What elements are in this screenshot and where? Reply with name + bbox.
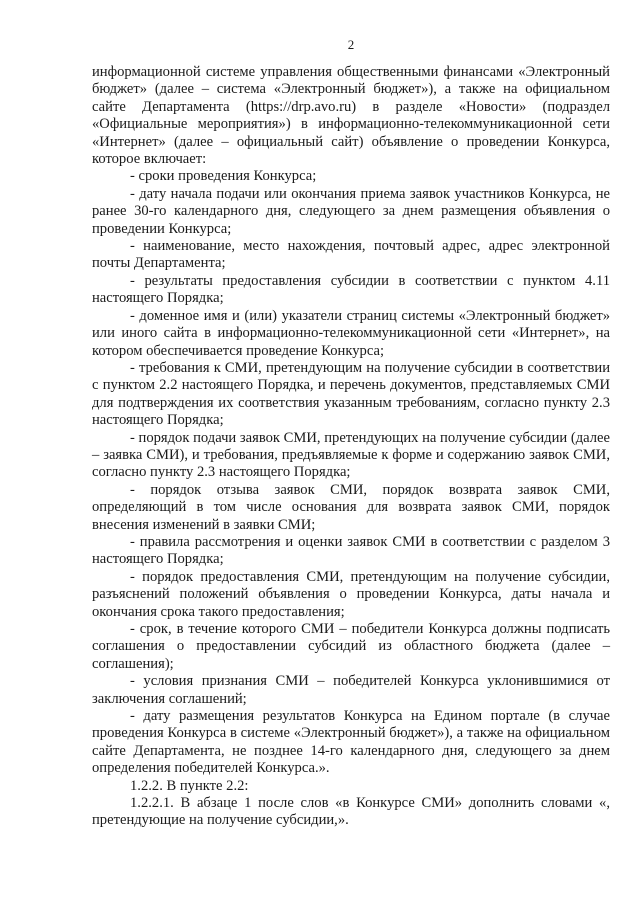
paragraph: - дату размещения результатов Конкурса на Едином портале (в случае проведения Конкурса в системе «Электронный бюджет»), а также на официальном сайте Департамента, не позднее 14-го календарного дня, следующего за днем определения победителей Конкурса.». [92,708,610,777]
paragraph: - порядок подачи заявок СМИ, претендующих на получение субсидии (далее – заявка СМИ), и требования, предъявляемые к форме и содержанию заявок СМИ, согласно пункту 2.3 настоящего Порядка; [92,429,610,481]
paragraph: - срок, в течение которого СМИ – победители Конкурса должны подписать соглашения о предоставлении субсидий из областного бюджета (далее – соглашения); [92,621,610,672]
document-body [92,64,610,830]
paragraph: - условия признания СМИ – победителей Конкурса уклонившимися от заключения соглашений; [92,673,610,707]
paragraph: - результаты предоставления субсидии в соответствии с пунктом 4.11 настоящего Порядка; [92,272,610,307]
paragraph: 1.2.2. В пункте 2.2: [130,777,249,794]
paragraph: - доменное имя и (или) указатели страниц системы «Электронный бюджет» или иного сайта в информационно-телекоммуникационной сети «Интернет», на котором обеспечивается проведение Конкурса; [92,307,610,359]
paragraph: - сроки проведения Конкурса; [130,168,317,185]
paragraph: - порядок отзыва заявок СМИ, порядок возврата заявок СМИ, определяющий в том числе основания для возврата заявок СМИ, порядок внесения изменений в заявки СМИ; [92,481,610,533]
paragraph: - требования к СМИ, претендующим на получение субсидии в соответствии с пунктом 2.2 настоящего Порядка, и перечень документов, представляемых СМИ для подтверждения их соответствия указанным требованиям, согласно пункту 2.3 настоящего Порядка; [92,359,610,429]
paragraph: - дату начала подачи или окончания приема заявок участников Конкурса, не ранее 30-го календарного дня, следующего за днем размещения объявления о проведении Конкурса; [92,185,610,237]
paragraph: - порядок предоставления СМИ, претендующим на получение субсидии, разъяснений положений объявления о проведении Конкурса, даты начала и окончания срока такого предоставления; [92,568,610,620]
document-page [92,36,610,830]
paragraph-continuation: информационной системе управления общественными финансами «Электронный бюджет» (далее – система «Электронный бюджет»), а также на официальном сайте Департамента (https://drp.avo.ru) в разделе «Новости» (подраздел «Официальные мероприятия») в информационно-телекоммуникационной сети «Интернет» (далее – официальный сайт) объявление о проведении Конкурса, которое включает: [92,64,610,168]
paragraph: 1.2.2.1. В абзаце 1 после слов «в Конкурсе СМИ» дополнить словами «, претендующие на получение субсидии,». [92,795,610,829]
paragraph: - наименование, место нахождения, почтовый адрес, адрес электронной почты Департамента; [92,238,610,272]
paragraph: - правила рассмотрения и оценки заявок СМИ в соответствии с разделом 3 настоящего Порядка; [92,533,610,568]
page-number: 2 [347,37,355,52]
